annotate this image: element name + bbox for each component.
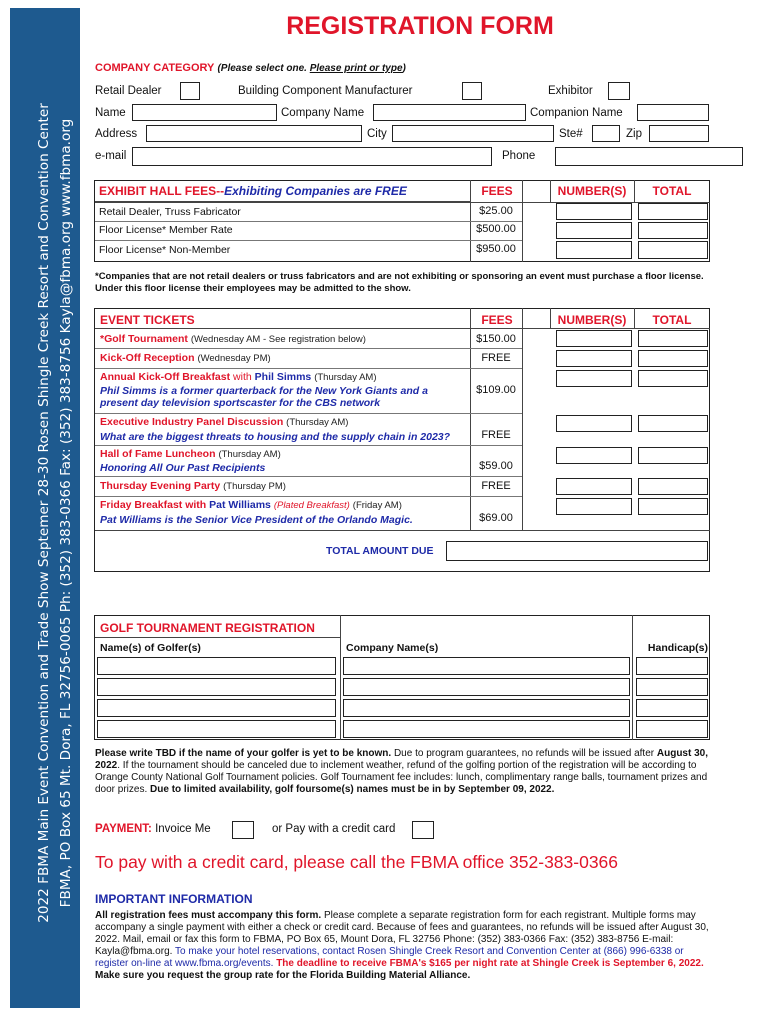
- zip-label: Zip: [626, 128, 642, 140]
- golf-col-company: Company Name(s): [346, 642, 439, 654]
- phone-input[interactable]: [555, 147, 743, 166]
- exhibit-heading: EXHIBIT HALL FEES--Exhibiting Companies are FREE: [99, 184, 407, 198]
- divider: [95, 476, 522, 477]
- exhibit-footnote: *Companies that are not retail dealers or truss fabricators and are not exhibiting or sponsoring an event must purchase a floor license. Under this floor license their employees may be admitted to the show.: [95, 271, 704, 294]
- divider: [634, 180, 635, 202]
- event-friday-desc: Pat Williams is the Senior Vice President of the Orlando Magic.: [100, 514, 413, 526]
- event-number-input[interactable]: [556, 350, 632, 367]
- exhibit-total-input[interactable]: [638, 241, 708, 259]
- sidebar-text: [33, 13, 77, 1013]
- email-input[interactable]: [132, 147, 492, 166]
- divider: [95, 530, 710, 531]
- event-breakfast-fee: $109.00: [476, 384, 516, 396]
- event-party: Thursday Evening Party (Thursday PM): [100, 480, 286, 492]
- event-number-input[interactable]: [556, 498, 632, 515]
- option-bcm-checkbox[interactable]: [462, 82, 482, 100]
- golf-note: Please write TBD if the name of your golfer is yet to be known. Due to program guarantees, no refunds will be issued after August 30, 2022. If the tournament should be canceled due to inclement weather, refund of the golfing portion of the registration will be according to Orange County National Golf Tournament policies. Golf Tournament fee includes: lunch, complimentary range balls, tournament prizes and door prizes. Due to limited availability, golf foursome(s) names must be in by September 09, 2022.: [95, 748, 708, 795]
- credit-card-checkbox[interactable]: [412, 821, 434, 839]
- exhibit-total-input[interactable]: [638, 222, 708, 239]
- category-instruction: (Please select one. Please print or type): [217, 63, 406, 74]
- option-retail-checkbox[interactable]: [180, 82, 200, 100]
- events-col-total: TOTAL: [652, 313, 692, 327]
- company-name-input[interactable]: [373, 104, 526, 121]
- golf-col-names: Name(s) of Golfer(s): [100, 642, 201, 654]
- option-bcm-label: Building Component Manufacturer: [238, 85, 413, 97]
- exhibit-row-label: Floor License* Member Rate: [99, 224, 233, 236]
- event-total-input[interactable]: [638, 370, 708, 387]
- sidebar-line-2: FBMA, PO Box 65 Mt. Dora, FL 32756-0065 Ph: (352) 383-0366 Fax: (352) 383-8756 Kayla@fbma.org www.fbma.org: [58, 118, 74, 908]
- invoice-label: Invoice Me: [155, 823, 211, 835]
- event-friday: Friday Breakfast with Pat Williams (Plated Breakfast) (Friday AM): [100, 499, 402, 511]
- address-label: Address: [95, 128, 138, 140]
- exhibit-row-fee: $500.00: [476, 223, 516, 235]
- exhibit-heading-row: [95, 180, 470, 202]
- divider: [95, 368, 522, 369]
- total-amount-due-input[interactable]: [446, 541, 708, 561]
- exhibit-total-input[interactable]: [638, 203, 708, 220]
- divider: [95, 240, 522, 241]
- event-total-input[interactable]: [638, 415, 708, 432]
- event-panel-fee: FREE: [481, 429, 511, 441]
- golfer-handicap-input[interactable]: [636, 699, 708, 717]
- golfer-company-input[interactable]: [343, 699, 630, 717]
- event-panel: Executive Industry Panel Discussion (Thursday AM): [100, 416, 349, 428]
- exhibit-col-fees: FEES: [481, 184, 513, 198]
- event-hof-fee: $59.00: [479, 460, 513, 472]
- exhibit-row-fee: $25.00: [479, 205, 513, 217]
- city-label: City: [367, 128, 387, 140]
- option-retail-label: Retail Dealer: [95, 85, 162, 97]
- event-breakfast-desc: Phil Simms is a former quarterback for the New York Giants and a present day television sportscaster for the CBS network: [100, 385, 428, 409]
- divider: [522, 180, 523, 262]
- divider: [634, 308, 635, 328]
- exhibit-number-input[interactable]: [556, 241, 632, 259]
- event-golf: *Golf Tournament (Wednesday AM - See registration below): [100, 333, 366, 345]
- name-label: Name: [95, 107, 126, 119]
- exhibit-number-input[interactable]: [556, 222, 632, 239]
- credit-card-label: or Pay with a credit card: [272, 823, 396, 835]
- invoice-checkbox[interactable]: [232, 821, 254, 839]
- event-number-input[interactable]: [556, 447, 632, 464]
- golfer-company-input[interactable]: [343, 720, 630, 738]
- events-heading: EVENT TICKETS: [100, 313, 195, 327]
- divider: [95, 413, 522, 414]
- golfer-handicap-input[interactable]: [636, 657, 708, 675]
- exhibit-row-label: Floor License* Non-Member: [99, 244, 231, 256]
- exhibit-col-numbers: NUMBER(S): [557, 184, 627, 198]
- event-number-input[interactable]: [556, 330, 632, 347]
- golfer-company-input[interactable]: [343, 678, 630, 696]
- event-kickoff: Kick-Off Reception (Wednesday PM): [100, 352, 271, 364]
- event-total-input[interactable]: [638, 447, 708, 464]
- divider: [95, 637, 340, 638]
- golfer-name-input[interactable]: [97, 699, 336, 717]
- exhibit-number-input[interactable]: [556, 203, 632, 220]
- event-number-input[interactable]: [556, 415, 632, 432]
- company-name-label: Company Name: [281, 107, 365, 119]
- golfer-handicap-input[interactable]: [636, 720, 708, 738]
- event-total-input[interactable]: [638, 350, 708, 367]
- events-col-fees: FEES: [481, 313, 513, 327]
- golf-heading: GOLF TOURNAMENT REGISTRATION: [100, 621, 315, 635]
- payment-row: [95, 823, 211, 835]
- important-text: All registration fees must accompany this form. Please complete a separate registration form for each registrant. Multiple forms may accompany a single payment with either a check or credit card. Because of fees and guarantees, no refunds will be issued after August 30, 2022. Mail, email or fax this form to FBMA, PO Box 65, Mount Dora, FL 32756 Phone: (352) 383-0366 Fax: (352) 383-8756 E-mail: Kayla@fbma.org. To make your hotel reservations, contact Rosen Shingle Creek Resort and Convention Center at (866) 996-6338 or register on-line at www.fbma.org/events. The deadline to receive FBMA's $165 per night rate at Shingle Creek is September 6, 2022. Make sure you request the group rate for the Florida Building Material Alliance.: [95, 910, 709, 981]
- name-input[interactable]: [132, 104, 277, 121]
- category-title: COMPANY CATEGORY: [95, 62, 215, 74]
- golfer-name-input[interactable]: [97, 657, 336, 675]
- golf-col-handicap: Handicap(s): [647, 642, 708, 654]
- event-hof-desc: Honoring All Our Past Recipients: [100, 462, 266, 474]
- credit-card-call-text: To pay with a credit card, please call the FBMA office 352-383-0366: [95, 852, 619, 872]
- option-exhibitor-checkbox[interactable]: [608, 82, 630, 100]
- event-total-input[interactable]: [638, 330, 708, 347]
- exhibit-col-total: TOTAL: [652, 184, 692, 198]
- event-party-fee: FREE: [481, 480, 511, 492]
- event-total-input[interactable]: [638, 478, 708, 495]
- divider: [522, 308, 523, 530]
- city-input[interactable]: [392, 125, 554, 142]
- total-amount-due-label: TOTAL AMOUNT DUE: [326, 545, 434, 557]
- important-heading: IMPORTANT INFORMATION: [95, 892, 253, 906]
- address-input[interactable]: [146, 125, 362, 142]
- exhibit-row-label: Retail Dealer, Truss Fabricator: [99, 206, 241, 218]
- divider: [95, 348, 522, 349]
- event-hof: Hall of Fame Luncheon (Thursday AM): [100, 448, 281, 460]
- exhibit-row-fee: $950.00: [476, 243, 516, 255]
- event-number-input[interactable]: [556, 478, 632, 495]
- events-col-numbers: NUMBER(S): [557, 313, 627, 327]
- golfer-name-input[interactable]: [97, 720, 336, 738]
- golfer-name-input[interactable]: [97, 678, 336, 696]
- golfer-handicap-input[interactable]: [636, 678, 708, 696]
- event-golf-fee: $150.00: [476, 333, 516, 345]
- divider: [95, 328, 710, 329]
- event-panel-desc: What are the biggest threats to housing and the supply chain in 2023?: [100, 431, 451, 443]
- event-total-input[interactable]: [638, 498, 708, 515]
- sidebar-banner: [10, 8, 80, 1008]
- companion-name-input[interactable]: [637, 104, 709, 121]
- divider: [550, 180, 551, 202]
- divider: [340, 615, 341, 740]
- event-number-input[interactable]: [556, 370, 632, 387]
- ste-label: Ste#: [559, 128, 583, 140]
- divider: [95, 496, 522, 497]
- divider: [95, 445, 522, 446]
- email-label: e-mail: [95, 150, 127, 162]
- ste-input[interactable]: [592, 125, 620, 142]
- page-title: REGISTRATION FORM: [286, 12, 554, 40]
- companion-name-label: Companion Name: [530, 107, 623, 119]
- option-exhibitor-label: Exhibitor: [548, 85, 593, 97]
- event-kickoff-fee: FREE: [481, 352, 511, 364]
- sidebar-line-1: 2022 FBMA Main Event Convention and Trade Show Septemer 28-30 Rosen Shingle Creek Resort and Convention Center: [36, 103, 52, 923]
- divider: [550, 308, 551, 328]
- divider: [95, 221, 522, 222]
- phone-label: Phone: [502, 150, 536, 162]
- category-heading: [95, 62, 406, 74]
- event-breakfast: Annual Kick-Off Breakfast with Phil Simms (Thursday AM): [100, 371, 377, 383]
- payment-label: PAYMENT:: [95, 823, 152, 835]
- zip-input[interactable]: [649, 125, 709, 142]
- golfer-company-input[interactable]: [343, 657, 630, 675]
- event-friday-fee: $69.00: [479, 512, 513, 524]
- divider: [632, 615, 633, 740]
